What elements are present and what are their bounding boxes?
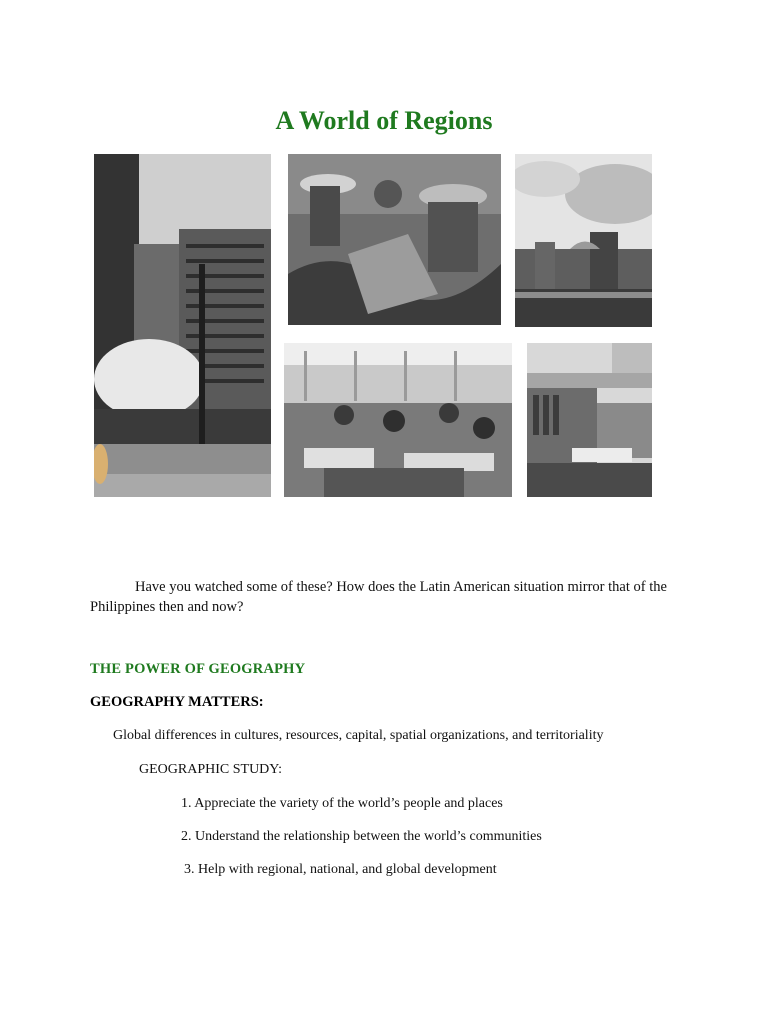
factory-workers-photo: [284, 343, 512, 497]
study-item: 3. Help with regional, national, and global development: [184, 862, 497, 877]
shanty-houses-photo: [527, 343, 652, 497]
intro-paragraph: [90, 577, 690, 617]
study-item: 2. Understand the relationship between the world’s communities: [181, 829, 542, 844]
intro-paragraph-text: Have you watched some of these? How does the Latin American situation mirror that of the Philippines then and now?: [90, 579, 667, 615]
city-buildings-photo: [94, 154, 271, 497]
section-heading: THE POWER OF GEOGRAPHY: [90, 661, 306, 677]
summary-line: Global differences in cultures, resources, capital, spatial organizations, and territoriality: [113, 728, 604, 743]
study-label: GEOGRAPHIC STUDY:: [139, 762, 283, 777]
study-item: 1. Appreciate the variety of the world’s people and places: [181, 796, 503, 811]
sub-heading: GEOGRAPHY MATTERS:: [90, 694, 264, 710]
river-city-photo: [515, 154, 652, 327]
page-title: A World of Regions: [275, 106, 493, 135]
field-workers-photo: [288, 154, 501, 325]
